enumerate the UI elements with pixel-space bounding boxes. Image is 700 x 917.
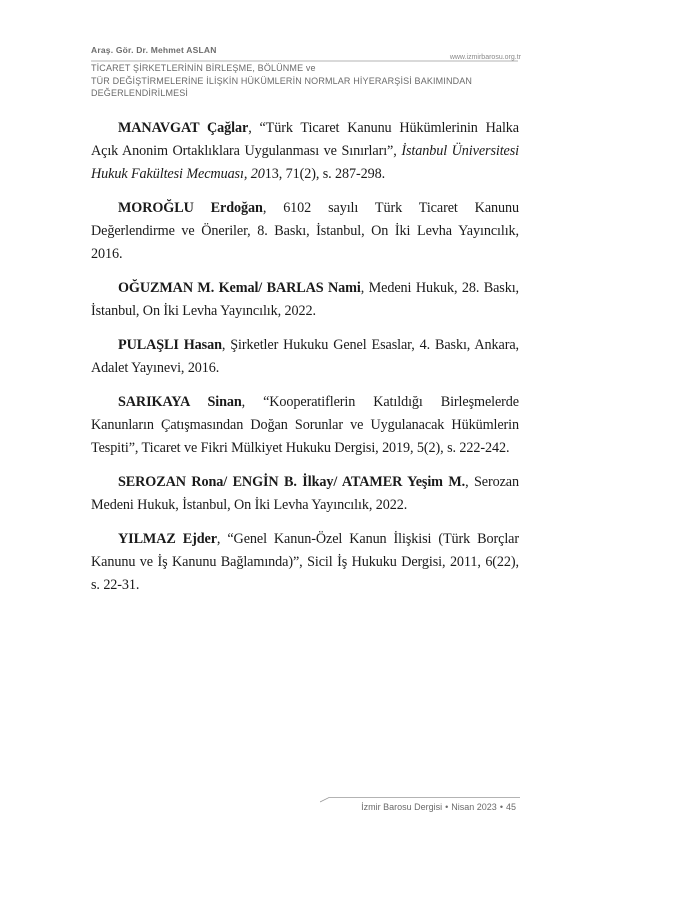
entry-text: , Serozan Medeni Hukuk, İstanbul, On İki Levha Yayıncılık, 2022. bbox=[91, 474, 519, 513]
header-title-line: TÜR DEĞİŞTİRMELERİNE İLİŞKİN HÜKÜMLERİN NORMLAR HİYERARŞİSİ BAKIMINDAN bbox=[91, 75, 473, 86]
footer-separator: • bbox=[445, 802, 449, 812]
bibliography-list bbox=[91, 117, 519, 608]
footer-page-number: 45 bbox=[505, 802, 516, 812]
footer-journal: İzmir Barosu Dergisi bbox=[361, 802, 443, 812]
entry-text-tail: 13, 71(2), s. 287-298. bbox=[264, 166, 386, 182]
footer-text bbox=[361, 802, 516, 812]
bibliography-entry bbox=[91, 471, 519, 517]
header-author: Araş. Gör. Dr. Mehmet ASLAN bbox=[91, 45, 217, 55]
entry-author: SEROZAN Rona/ ENGİN B. İlkay/ ATAMER Yeşim M. bbox=[118, 474, 466, 490]
header-website: www.izmirbarosu.org.tr bbox=[449, 54, 521, 61]
bibliography-entry bbox=[91, 117, 519, 186]
footer-issue: Nisan 2023 bbox=[451, 802, 497, 812]
bibliography-entry bbox=[91, 197, 519, 266]
footer-separator: • bbox=[499, 802, 503, 812]
entry-text: , Şirketler Hukuku Genel Esaslar, 4. Baskı, Ankara, Adalet Yayınevi, 2016. bbox=[91, 337, 519, 376]
bibliography-entry bbox=[91, 334, 519, 380]
bibliography-entry bbox=[91, 391, 519, 460]
entry-text: , “Kooperatiflerin Katıldığı Birleşmelerde Kanunların Çatışmasından Doğan Sorunlar ve Uygulanacak Hükümlerin Tespiti”, Ticaret ve Fikri Mülkiyet Hukuku Dergisi, 2019, 5(2), s. 222-242. bbox=[91, 394, 519, 456]
entry-author: YILMAZ Ejder bbox=[118, 531, 217, 547]
entry-text: , “Genel Kanun-Özel Kanun İlişkisi (Türk Borçlar Kanunu ve İş Kanunu Bağlamında)”, Sicil İş Hukuku Dergisi, 2011, 6(22), s. 22-31. bbox=[91, 531, 520, 593]
entry-author: MOROĞLU Erdoğan bbox=[118, 200, 263, 216]
header-title bbox=[91, 62, 521, 100]
header-title-line: DEĞERLENDİRİLMESİ bbox=[91, 88, 189, 98]
page-header bbox=[91, 45, 521, 98]
entry-italic-text: İstanbul Üniversitesi Hukuk Fakültesi Mecmuası, 20 bbox=[91, 143, 520, 182]
header-rule bbox=[91, 60, 518, 61]
entry-author: OĞUZMAN M. Kemal/ BARLAS Nami bbox=[118, 280, 361, 296]
entry-text: , 6102 sayılı Türk Ticaret Kanunu Değerlendirme ve Öneriler, 8. Baskı, İstanbul, On İki Levha Yayıncılık, 2016. bbox=[91, 200, 519, 262]
header-title-line: TİCARET ŞİRKETLERİNİN BİRLEŞME, BÖLÜNME ve bbox=[91, 63, 316, 73]
bibliography-entry bbox=[91, 528, 519, 597]
entry-text: , “Türk Ticaret Kanunu Hükümlerinin Halka Açık Anonim Ortaklıklara Uygulanması ve Sınırları”, bbox=[91, 120, 519, 159]
entry-author: MANAVGAT Çağlar bbox=[118, 120, 249, 136]
bibliography-entry bbox=[91, 277, 519, 323]
page-footer bbox=[320, 797, 520, 817]
entry-author: PULAŞLI Hasan bbox=[118, 337, 222, 353]
entry-text: , Medeni Hukuk, 28. Baskı, İstanbul, On İki Levha Yayıncılık, 2022. bbox=[91, 280, 519, 319]
entry-author: SARIKAYA Sinan bbox=[118, 394, 242, 410]
